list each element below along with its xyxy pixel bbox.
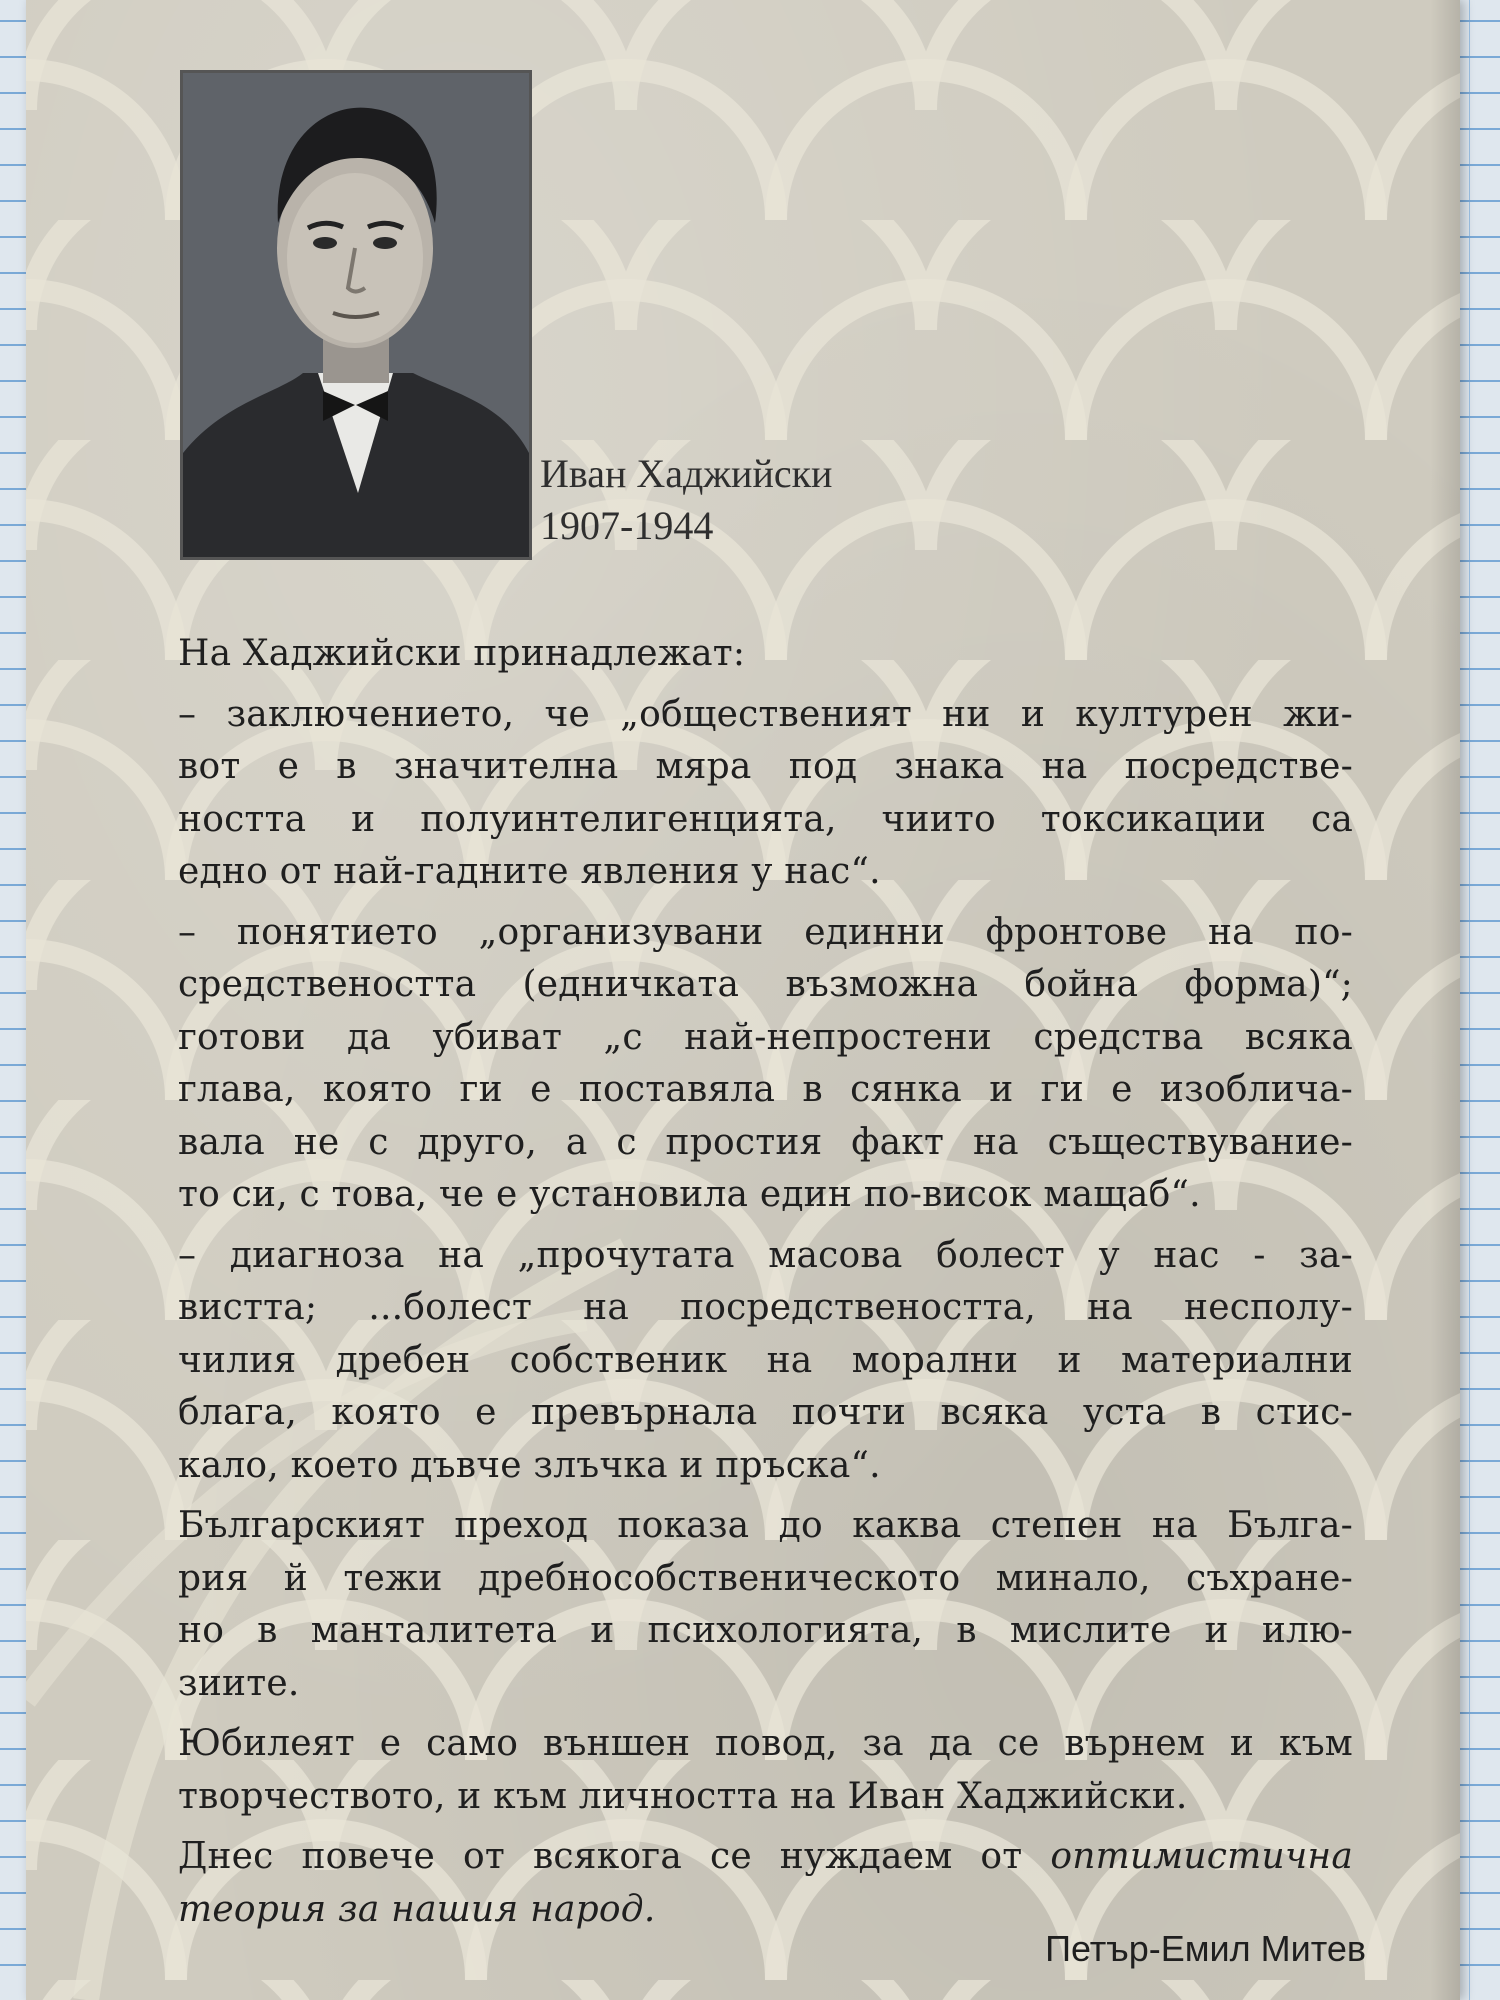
text-line: Българският преход показа до каква степен на Бълга- <box>178 1505 1353 1546</box>
spine-shade <box>1430 0 1460 2000</box>
text-line: едно от най-гадните явления у нас“. <box>178 851 881 892</box>
paragraph-1 <box>178 689 1353 899</box>
author-years-caption: 1907-1944 <box>540 503 714 548</box>
text-line: На Хаджийски принадлежат: <box>178 633 746 674</box>
italic-text-run: оптимистична <box>1050 1836 1353 1877</box>
paragraph-2 <box>178 907 1353 1222</box>
text-line: чилия дребен собственик на морални и материални <box>178 1339 1353 1381</box>
text-line: кало, което дъвче злъчка и пръска“. <box>178 1444 881 1486</box>
text-line: но в манталитета и психологията, в мислите и илю- <box>178 1610 1353 1651</box>
portrait-caption <box>540 448 832 552</box>
text-line: вот е в значителна мяра под знака на посредстве- <box>178 746 1353 787</box>
text-line: зиите. <box>178 1662 300 1704</box>
text-line: готови да убиват „с най-непростени средства всяка <box>178 1016 1353 1058</box>
text-line: Юбилеят е само външен повод, за да се върнем и към <box>178 1723 1353 1764</box>
text-line: то си, с това, че е установила един по-висок мащаб“. <box>178 1174 1201 1215</box>
text-line: – заключението, че „общественият ни и културен жи- <box>178 693 1353 735</box>
text-line <box>178 1831 1353 1884</box>
text-run: Днес повече от всякога се нуждаем от <box>178 1836 1051 1877</box>
intro-paragraph <box>178 628 1353 681</box>
text-line: ността и полуинтелигенцията, чиито токсикации са <box>178 798 1353 840</box>
author-name-caption: Иван Хаджийски <box>540 451 833 496</box>
back-cover-text <box>178 628 1353 1944</box>
text-author-signature: Петър-Емил Митев <box>1045 1928 1366 1969</box>
text-line: вистта; ...болест на посредствеността, на несполу- <box>178 1287 1353 1328</box>
paragraph-4 <box>178 1500 1353 1710</box>
text-line: – диагноза на „прочутата масова болест у нас - за- <box>178 1234 1353 1276</box>
text-line: творчеството, и към личността на Иван Хаджийски. <box>178 1775 1188 1817</box>
text-line: блага, която е превърнала почти всяка уста в стис- <box>178 1392 1353 1433</box>
text-line: глава, която ги е поставяла в сянка и ги е изоблича- <box>178 1069 1353 1110</box>
paragraph-3 <box>178 1230 1353 1493</box>
italic-text-line: теория за нашия народ. <box>178 1888 656 1930</box>
text-line: средствеността (едничката възможна бойна форма)“; <box>178 964 1353 1005</box>
author-portrait-photo <box>180 70 532 560</box>
text-line: рия й тежи дребнособственическото минало, съхране- <box>178 1557 1353 1599</box>
text-line: вала не с друго, а с простия факт на съществувание- <box>178 1121 1353 1163</box>
paragraph-5 <box>178 1718 1353 1823</box>
text-line: – понятието „организувани единни фронтове на по- <box>178 911 1353 953</box>
paragraph-6 <box>178 1831 1353 1936</box>
